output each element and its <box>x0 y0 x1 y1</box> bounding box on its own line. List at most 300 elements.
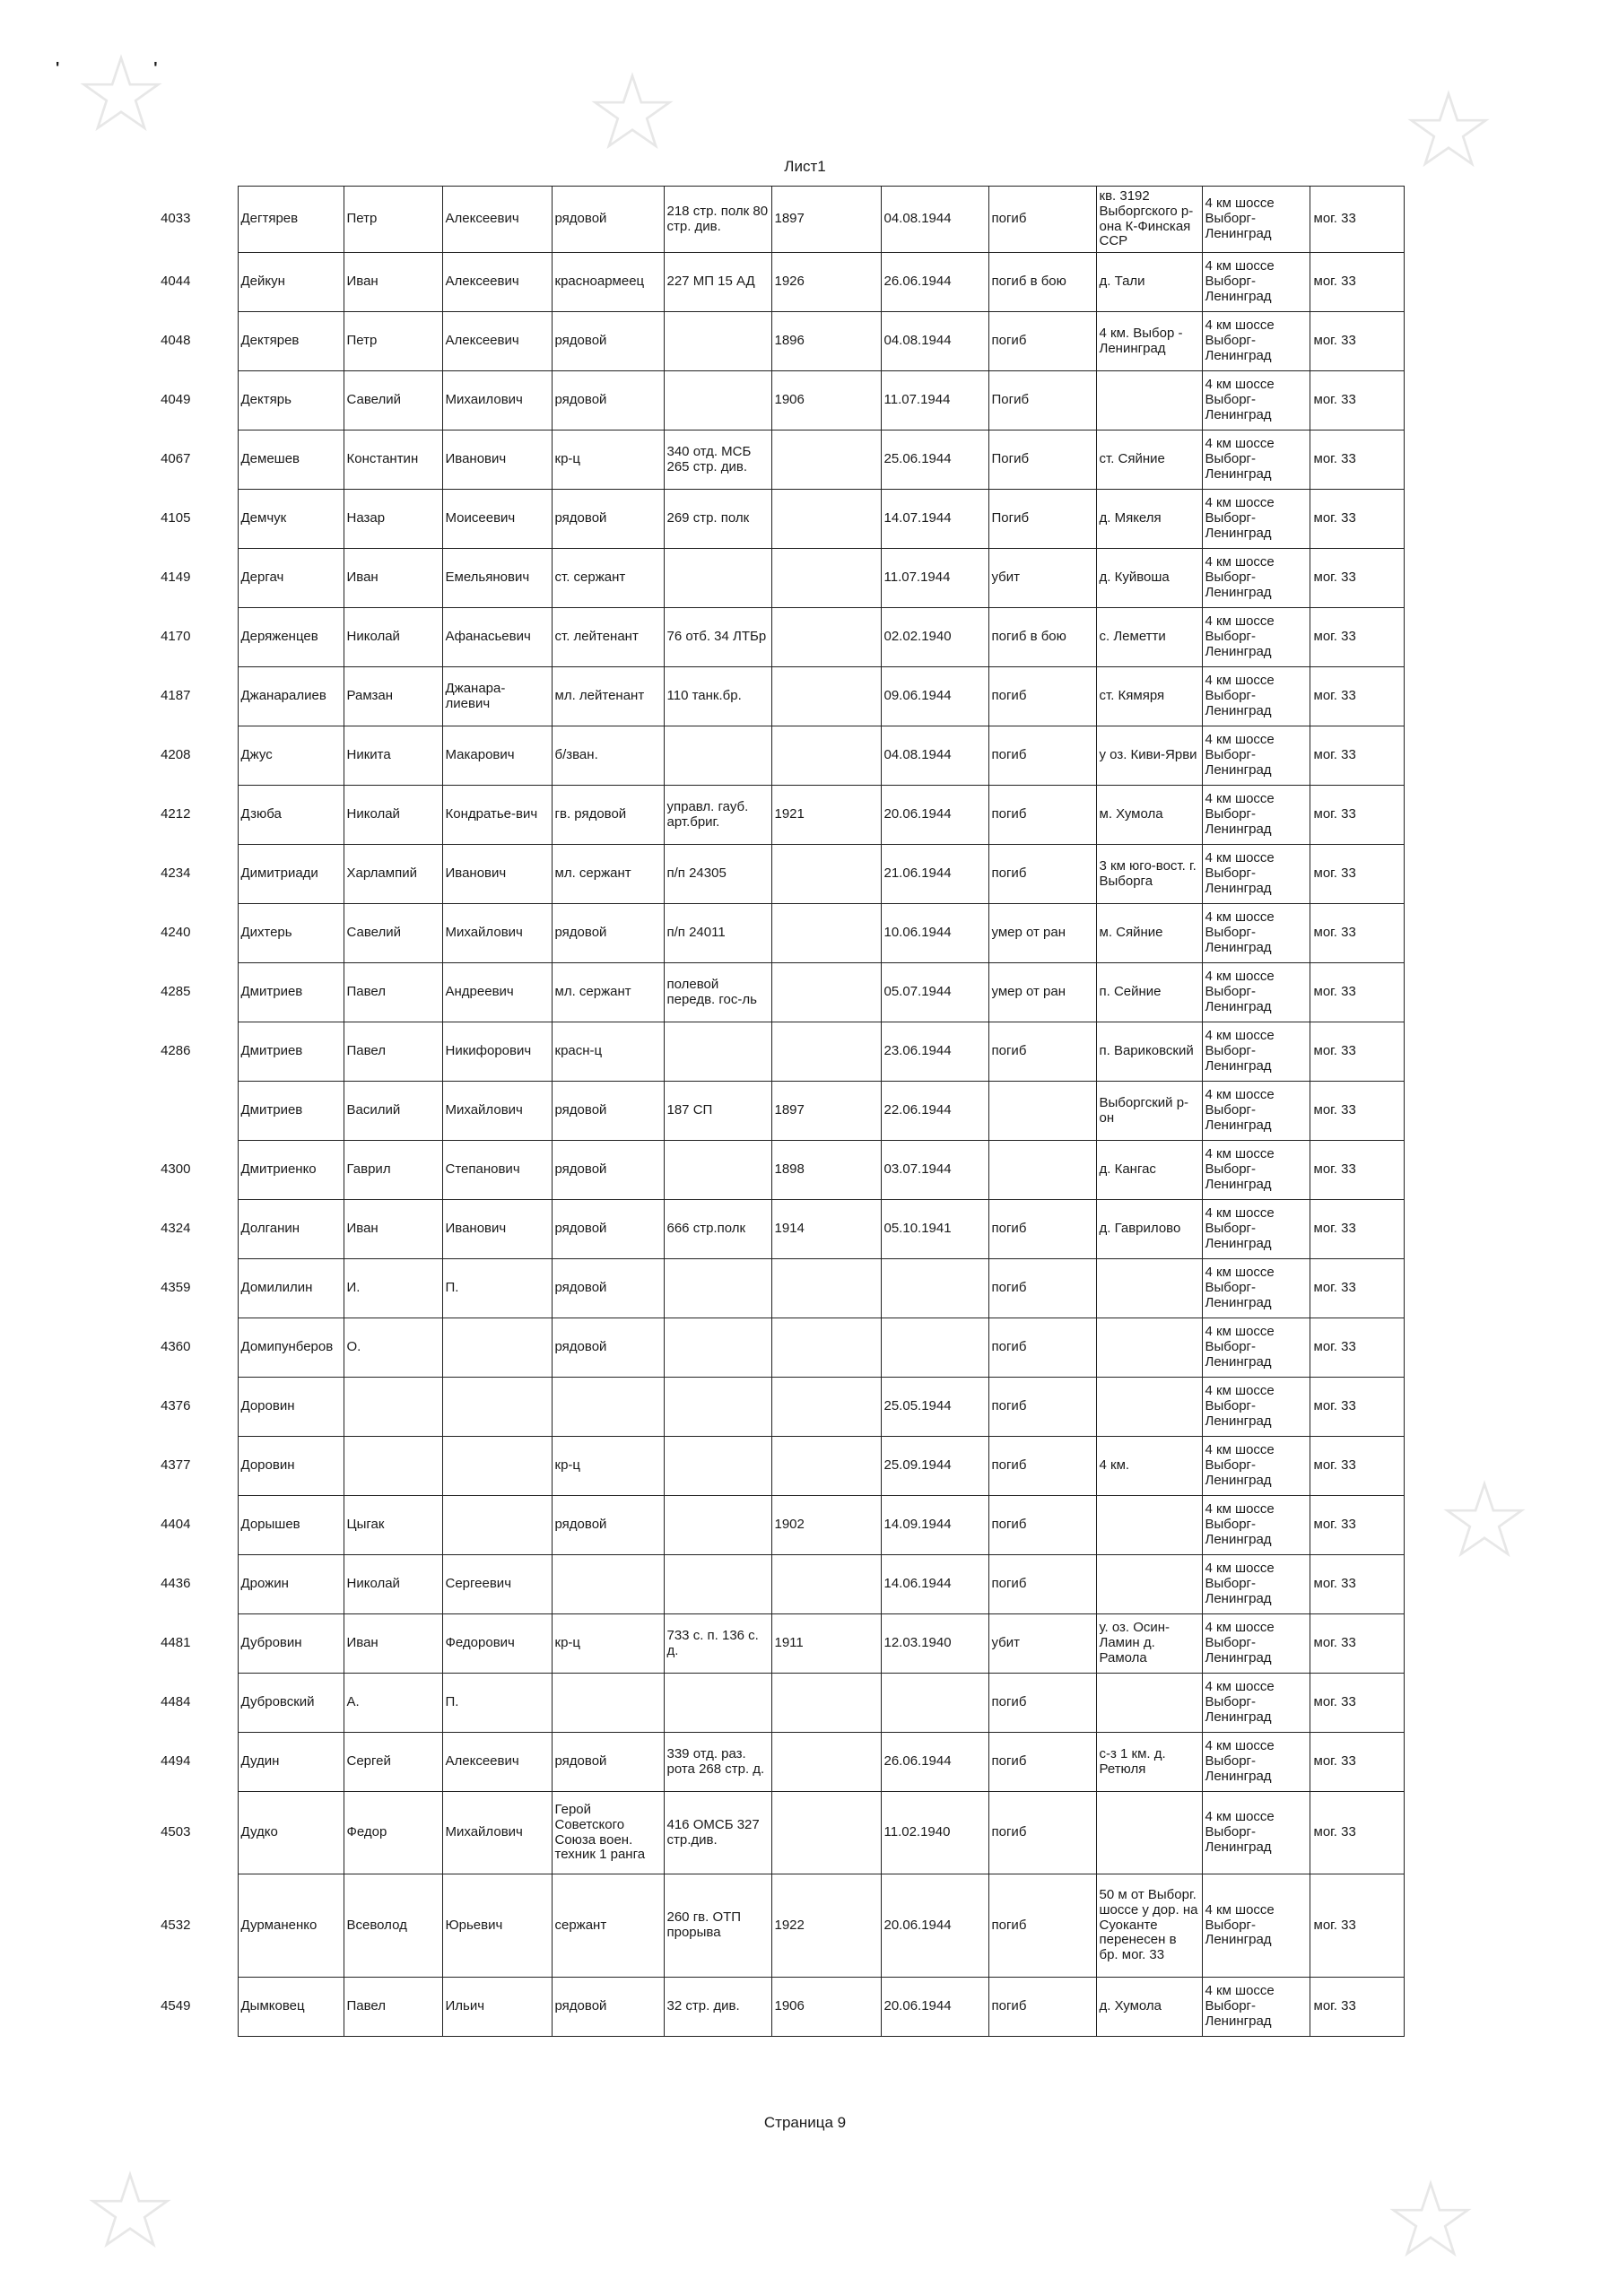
unit-cell: 187 СП <box>664 1082 771 1141</box>
grave-cell: мог. 33 <box>1310 1496 1404 1555</box>
grave-cell: мог. 33 <box>1310 1318 1404 1378</box>
death-date-cell: 11.07.1944 <box>881 371 988 430</box>
first-name-cell: Никита <box>344 726 442 786</box>
record-number-cell: 4377 <box>161 1457 191 1474</box>
surname-cell: Дегтярев <box>238 187 344 253</box>
surname-cell: Джанаралиев <box>238 667 344 726</box>
death-date-cell: 21.06.1944 <box>881 845 988 904</box>
patronymic-cell: Моисеевич <box>442 490 552 549</box>
fate-cell: погиб <box>988 1496 1096 1555</box>
table-row <box>117 1318 1404 1378</box>
fate-cell: Погиб <box>988 371 1096 430</box>
table-row <box>117 608 1404 667</box>
rank-cell: кр-ц <box>552 1614 664 1674</box>
unit-cell <box>664 1674 771 1733</box>
first-name-cell: Федор <box>344 1792 442 1874</box>
unit-cell: 218 стр. полк 80 стр. див. <box>664 187 771 253</box>
death-date-cell: 23.06.1944 <box>881 1022 988 1082</box>
burial-place-cell: 4 км шоссе Выборг-Ленинград <box>1202 608 1310 667</box>
surname-cell: Демчук <box>238 490 344 549</box>
watermark-star-icon <box>1381 2179 1480 2260</box>
record-number-cell: 4033 <box>161 211 191 227</box>
burial-place-cell: 4 км шоссе Выборг-Ленинград <box>1202 904 1310 963</box>
grave-cell: мог. 33 <box>1310 1259 1404 1318</box>
place-of-death-cell: д. Куйвоша <box>1096 549 1202 608</box>
fate-cell: Погиб <box>988 490 1096 549</box>
place-of-death-cell <box>1096 1555 1202 1614</box>
birth-year-cell <box>771 608 881 667</box>
fate-cell <box>988 1141 1096 1200</box>
table-row <box>117 1200 1404 1259</box>
patronymic-cell: Андреевич <box>442 963 552 1022</box>
first-name-cell: Харлампий <box>344 845 442 904</box>
burial-place-cell: 4 км шоссе Выборг-Ленинград <box>1202 726 1310 786</box>
rank-cell: рядовой <box>552 1082 664 1141</box>
record-number-cell: 4212 <box>161 806 191 822</box>
first-name-cell: Всеволод <box>344 1874 442 1978</box>
grave-cell: мог. 33 <box>1310 786 1404 845</box>
rank-cell: кр-ц <box>552 1437 664 1496</box>
table-row <box>117 1733 1404 1792</box>
record-number-cell: 4044 <box>161 274 191 290</box>
rank-cell: рядовой <box>552 1200 664 1259</box>
rank-cell: рядовой <box>552 312 664 371</box>
burial-place-cell: 4 км шоссе Выборг-Ленинград <box>1202 1978 1310 2037</box>
birth-year-cell: 1898 <box>771 1141 881 1200</box>
record-number-cell: 4494 <box>161 1753 191 1770</box>
death-date-cell: 04.08.1944 <box>881 726 988 786</box>
surname-cell: Доровин <box>238 1378 344 1437</box>
rank-cell: рядовой <box>552 1318 664 1378</box>
fate-cell: погиб <box>988 1674 1096 1733</box>
rank-cell: рядовой <box>552 1733 664 1792</box>
surname-cell: Домилилин <box>238 1259 344 1318</box>
unit-cell <box>664 1555 771 1614</box>
record-number-cell: 4300 <box>161 1161 191 1178</box>
grave-cell: мог. 33 <box>1310 312 1404 371</box>
unit-cell: полевой передв. гос-ль <box>664 963 771 1022</box>
unit-cell: управл. гауб. арт.бриг. <box>664 786 771 845</box>
death-date-cell: 09.06.1944 <box>881 667 988 726</box>
table-row <box>117 1259 1404 1318</box>
fate-cell: убит <box>988 1614 1096 1674</box>
birth-year-cell <box>771 1259 881 1318</box>
rank-cell <box>552 1555 664 1614</box>
rank-cell: рядовой <box>552 1978 664 2037</box>
table-row <box>117 904 1404 963</box>
record-number-cell: 4170 <box>161 629 191 645</box>
fate-cell: убит <box>988 549 1096 608</box>
birth-year-cell <box>771 667 881 726</box>
place-of-death-cell: у. оз. Осин-Ламин д. Рамола <box>1096 1614 1202 1674</box>
birth-year-cell <box>771 1555 881 1614</box>
unit-cell <box>664 1141 771 1200</box>
birth-year-cell: 1902 <box>771 1496 881 1555</box>
rank-cell: рядовой <box>552 1496 664 1555</box>
rank-cell: кр-ц <box>552 430 664 490</box>
grave-cell: мог. 33 <box>1310 1614 1404 1674</box>
record-number-cell: 4532 <box>161 1917 191 1933</box>
grave-cell: мог. 33 <box>1310 1437 1404 1496</box>
table-row <box>117 1082 1404 1141</box>
table-row <box>117 786 1404 845</box>
table-row <box>117 253 1404 312</box>
grave-cell: мог. 33 <box>1310 187 1404 253</box>
first-name-cell: О. <box>344 1318 442 1378</box>
place-of-death-cell: с-з 1 км. д. Ретюля <box>1096 1733 1202 1792</box>
grave-cell: мог. 33 <box>1310 490 1404 549</box>
patronymic-cell <box>442 1378 552 1437</box>
death-date-cell: 14.06.1944 <box>881 1555 988 1614</box>
surname-cell: Дергач <box>238 549 344 608</box>
table-row <box>117 1674 1404 1733</box>
grave-cell: мог. 33 <box>1310 726 1404 786</box>
rank-cell: б/зван. <box>552 726 664 786</box>
patronymic-cell: Кондратье-вич <box>442 786 552 845</box>
surname-cell: Деряженцев <box>238 608 344 667</box>
death-date-cell: 05.10.1941 <box>881 1200 988 1259</box>
surname-cell: Дорышев <box>238 1496 344 1555</box>
sheet-title: Лист1 <box>784 158 826 175</box>
grave-cell: мог. 33 <box>1310 253 1404 312</box>
patronymic-cell: Юрьевич <box>442 1874 552 1978</box>
patronymic-cell: Иванович <box>442 1200 552 1259</box>
grave-cell: мог. 33 <box>1310 608 1404 667</box>
grave-cell: мог. 33 <box>1310 1378 1404 1437</box>
patronymic-cell: Джанара-лиевич <box>442 667 552 726</box>
watermark-star-icon <box>81 2170 179 2251</box>
death-date-cell: 04.08.1944 <box>881 312 988 371</box>
death-date-cell: 20.06.1944 <box>881 1978 988 2037</box>
first-name-cell: Рамзан <box>344 667 442 726</box>
fate-cell: погиб <box>988 1437 1096 1496</box>
birth-year-cell: 1914 <box>771 1200 881 1259</box>
table-row <box>117 963 1404 1022</box>
patronymic-cell: Алексеевич <box>442 187 552 253</box>
fate-cell: погиб <box>988 726 1096 786</box>
death-date-cell: 10.06.1944 <box>881 904 988 963</box>
death-date-cell: 26.06.1944 <box>881 1733 988 1792</box>
place-of-death-cell: ст. Сяйние <box>1096 430 1202 490</box>
watermark-star-icon <box>1399 90 1498 170</box>
first-name-cell: Павел <box>344 963 442 1022</box>
fate-cell: погиб <box>988 667 1096 726</box>
place-of-death-cell <box>1096 1496 1202 1555</box>
surname-cell: Дихтерь <box>238 904 344 963</box>
first-name-cell: Иван <box>344 1614 442 1674</box>
first-name-cell: Сергей <box>344 1733 442 1792</box>
fate-cell <box>988 1082 1096 1141</box>
birth-year-cell <box>771 1792 881 1874</box>
first-name-cell: Николай <box>344 786 442 845</box>
burial-place-cell: 4 км шоссе Выборг-Ленинград <box>1202 1200 1310 1259</box>
death-date-cell: 25.09.1944 <box>881 1437 988 1496</box>
first-name-cell <box>344 1437 442 1496</box>
record-number-cell <box>117 1082 238 1141</box>
surname-cell: Дубровский <box>238 1674 344 1733</box>
record-number-cell: 4048 <box>161 333 191 349</box>
unit-cell: 416 ОМСБ 327 стр.див. <box>664 1792 771 1874</box>
unit-cell <box>664 1318 771 1378</box>
surname-cell: Димитриади <box>238 845 344 904</box>
surname-cell: Дектярев <box>238 312 344 371</box>
table-row <box>117 667 1404 726</box>
place-of-death-cell: 50 м от Выборг. шоссе у дор. на Суоканте перенесен в бр. мог. 33 <box>1096 1874 1202 1978</box>
place-of-death-cell: ст. Кямяря <box>1096 667 1202 726</box>
surname-cell: Дектярь <box>238 371 344 430</box>
grave-cell: мог. 33 <box>1310 1141 1404 1200</box>
rank-cell: гв. рядовой <box>552 786 664 845</box>
table-row <box>117 1022 1404 1082</box>
first-name-cell: Василий <box>344 1082 442 1141</box>
birth-year-cell: 1922 <box>771 1874 881 1978</box>
surname-cell: Джус <box>238 726 344 786</box>
death-date-cell: 05.07.1944 <box>881 963 988 1022</box>
surname-cell: Домипунберов <box>238 1318 344 1378</box>
record-number-cell: 4149 <box>161 570 191 586</box>
grave-cell: мог. 33 <box>1310 1674 1404 1733</box>
patronymic-cell: Алексеевич <box>442 1733 552 1792</box>
birth-year-cell <box>771 963 881 1022</box>
patronymic-cell: Макарович <box>442 726 552 786</box>
fate-cell: погиб в бою <box>988 608 1096 667</box>
patronymic-cell: Никифорович <box>442 1022 552 1082</box>
first-name-cell: Иван <box>344 253 442 312</box>
birth-year-cell <box>771 1022 881 1082</box>
rank-cell <box>552 1378 664 1437</box>
first-name-cell: Савелий <box>344 904 442 963</box>
unit-cell: 666 стр.полк <box>664 1200 771 1259</box>
burial-place-cell: 4 км шоссе Выборг-Ленинград <box>1202 786 1310 845</box>
unit-cell <box>664 1437 771 1496</box>
place-of-death-cell: Выборгский р-он <box>1096 1082 1202 1141</box>
place-of-death-cell: м. Хумола <box>1096 786 1202 845</box>
place-of-death-cell: у оз. Киви-Ярви <box>1096 726 1202 786</box>
record-number-cell: 4208 <box>161 747 191 763</box>
fate-cell: погиб <box>988 1318 1096 1378</box>
rank-cell: ст. лейтенант <box>552 608 664 667</box>
grave-cell: мог. 33 <box>1310 845 1404 904</box>
burial-place-cell: 4 км шоссе Выборг-Ленинград <box>1202 1318 1310 1378</box>
fate-cell: погиб <box>988 1378 1096 1437</box>
burial-place-cell: 4 км шоссе Выборг-Ленинград <box>1202 187 1310 253</box>
patronymic-cell <box>442 1496 552 1555</box>
place-of-death-cell <box>1096 371 1202 430</box>
fate-cell: погиб в бою <box>988 253 1096 312</box>
table-row <box>117 1792 1404 1874</box>
table-row <box>117 726 1404 786</box>
surname-cell: Доровин <box>238 1437 344 1496</box>
unit-cell <box>664 1259 771 1318</box>
rank-cell: рядовой <box>552 1141 664 1200</box>
rank-cell <box>552 1674 664 1733</box>
death-date-cell: 14.09.1944 <box>881 1496 988 1555</box>
record-number-cell: 4324 <box>161 1221 191 1237</box>
first-name-cell: И. <box>344 1259 442 1318</box>
surname-cell: Дудко <box>238 1792 344 1874</box>
table-row <box>117 1437 1404 1496</box>
first-name-cell: А. <box>344 1674 442 1733</box>
patronymic-cell: П. <box>442 1259 552 1318</box>
unit-cell: 733 с. п. 136 с. д. <box>664 1614 771 1674</box>
birth-year-cell <box>771 1733 881 1792</box>
birth-year-cell: 1921 <box>771 786 881 845</box>
burial-place-cell: 4 км шоссе Выборг-Ленинград <box>1202 1496 1310 1555</box>
patronymic-cell: Ильич <box>442 1978 552 2037</box>
patronymic-cell: П. <box>442 1674 552 1733</box>
surname-cell: Дмитриенко <box>238 1141 344 1200</box>
rank-cell: рядовой <box>552 1259 664 1318</box>
surname-cell: Долганин <box>238 1200 344 1259</box>
unit-cell <box>664 1022 771 1082</box>
unit-cell: 260 гв. ОТП прорыва <box>664 1874 771 1978</box>
rank-cell: мл. сержант <box>552 845 664 904</box>
place-of-death-cell <box>1096 1259 1202 1318</box>
death-date-cell: 03.07.1944 <box>881 1141 988 1200</box>
place-of-death-cell: п. Вариковский <box>1096 1022 1202 1082</box>
unit-cell <box>664 371 771 430</box>
grave-cell: мог. 33 <box>1310 1874 1404 1978</box>
fate-cell: погиб <box>988 1733 1096 1792</box>
burial-place-cell: 4 км шоссе Выборг-Ленинград <box>1202 1733 1310 1792</box>
burial-place-cell: 4 км шоссе Выборг-Ленинград <box>1202 549 1310 608</box>
first-name-cell: Цыгак <box>344 1496 442 1555</box>
record-number-cell: 4240 <box>161 925 191 941</box>
table-row <box>117 845 1404 904</box>
surname-cell: Дзюба <box>238 786 344 845</box>
unit-cell: 227 МП 15 АД <box>664 253 771 312</box>
burial-place-cell: 4 км шоссе Выборг-Ленинград <box>1202 371 1310 430</box>
first-name-cell: Николай <box>344 1555 442 1614</box>
birth-year-cell <box>771 490 881 549</box>
death-date-cell <box>881 1674 988 1733</box>
fate-cell: погиб <box>988 1555 1096 1614</box>
unit-cell: 340 отд. МСБ 265 стр. див. <box>664 430 771 490</box>
burial-place-cell: 4 км шоссе Выборг-Ленинград <box>1202 1874 1310 1978</box>
rank-cell: Герой Советского Союза воен. техник 1 ранга <box>552 1792 664 1874</box>
place-of-death-cell: п. Сейние <box>1096 963 1202 1022</box>
fate-cell: погиб <box>988 1792 1096 1874</box>
burial-place-cell: 4 км шоссе Выборг-Ленинград <box>1202 312 1310 371</box>
death-date-cell: 25.05.1944 <box>881 1378 988 1437</box>
death-date-cell <box>881 1318 988 1378</box>
birth-year-cell <box>771 1378 881 1437</box>
table-row <box>117 1496 1404 1555</box>
patronymic-cell: Алексеевич <box>442 253 552 312</box>
burial-place-cell: 4 км шоссе Выборг-Ленинград <box>1202 1259 1310 1318</box>
margin-tick: ' <box>56 59 60 77</box>
record-number-cell: 4105 <box>161 510 191 526</box>
record-number-cell: 4359 <box>161 1280 191 1296</box>
table-row <box>117 1555 1404 1614</box>
burial-place-cell: 4 км шоссе Выборг-Ленинград <box>1202 667 1310 726</box>
rank-cell: мл. сержант <box>552 963 664 1022</box>
table-row <box>117 549 1404 608</box>
table-row <box>117 1978 1404 2037</box>
unit-cell: 76 отб. 34 ЛТБр <box>664 608 771 667</box>
fate-cell: погиб <box>988 1022 1096 1082</box>
patronymic-cell: Михаилович <box>442 371 552 430</box>
place-of-death-cell: 4 км. <box>1096 1437 1202 1496</box>
grave-cell: мог. 33 <box>1310 549 1404 608</box>
fate-cell: погиб <box>988 1200 1096 1259</box>
burial-place-cell: 4 км шоссе Выборг-Ленинград <box>1202 963 1310 1022</box>
record-number-cell: 4285 <box>161 984 191 1000</box>
patronymic-cell: Михайлович <box>442 1792 552 1874</box>
death-date-cell: 11.07.1944 <box>881 549 988 608</box>
table-row <box>117 1141 1404 1200</box>
table-row <box>117 187 1404 253</box>
fate-cell: погиб <box>988 786 1096 845</box>
place-of-death-cell <box>1096 1792 1202 1874</box>
fate-cell: умер от ран <box>988 904 1096 963</box>
place-of-death-cell: д. Гаврилово <box>1096 1200 1202 1259</box>
unit-cell: 32 стр. див. <box>664 1978 771 2037</box>
first-name-cell: Петр <box>344 312 442 371</box>
record-number-cell: 4549 <box>161 1998 191 2014</box>
first-name-cell: Савелий <box>344 371 442 430</box>
patronymic-cell: Михайлович <box>442 904 552 963</box>
fate-cell: погиб <box>988 845 1096 904</box>
patronymic-cell: Емельянович <box>442 549 552 608</box>
place-of-death-cell: д. Кангас <box>1096 1141 1202 1200</box>
burial-roll-table <box>117 186 1405 2037</box>
surname-cell: Дрожин <box>238 1555 344 1614</box>
grave-cell: мог. 33 <box>1310 1555 1404 1614</box>
rank-cell: мл. лейтенант <box>552 667 664 726</box>
fate-cell: погиб <box>988 1978 1096 2037</box>
death-date-cell: 20.06.1944 <box>881 1874 988 1978</box>
burial-place-cell: 4 км шоссе Выборг-Ленинград <box>1202 1792 1310 1874</box>
grave-cell: мог. 33 <box>1310 1082 1404 1141</box>
birth-year-cell <box>771 1437 881 1496</box>
grave-cell: мог. 33 <box>1310 371 1404 430</box>
birth-year-cell <box>771 430 881 490</box>
grave-cell: мог. 33 <box>1310 1733 1404 1792</box>
death-date-cell: 12.03.1940 <box>881 1614 988 1674</box>
patronymic-cell: Иванович <box>442 845 552 904</box>
watermark-star-icon <box>1435 1480 1534 1561</box>
margin-tick: ' <box>153 59 158 77</box>
unit-cell: п/п 24011 <box>664 904 771 963</box>
death-date-cell: 14.07.1944 <box>881 490 988 549</box>
patronymic-cell: Иванович <box>442 430 552 490</box>
unit-cell <box>664 1496 771 1555</box>
fate-cell: Погиб <box>988 430 1096 490</box>
burial-place-cell: 4 км шоссе Выборг-Ленинград <box>1202 430 1310 490</box>
unit-cell <box>664 549 771 608</box>
surname-cell: Дейкун <box>238 253 344 312</box>
patronymic-cell <box>442 1437 552 1496</box>
grave-cell: мог. 33 <box>1310 430 1404 490</box>
patronymic-cell: Афанасьевич <box>442 608 552 667</box>
record-number-cell: 4049 <box>161 392 191 408</box>
watermark-star-icon <box>583 72 682 152</box>
patronymic-cell <box>442 1318 552 1378</box>
place-of-death-cell: д. Мякеля <box>1096 490 1202 549</box>
fate-cell: погиб <box>988 187 1096 253</box>
birth-year-cell: 1897 <box>771 187 881 253</box>
table-row <box>117 430 1404 490</box>
unit-cell: 339 отд. раз. рота 268 стр. д. <box>664 1733 771 1792</box>
place-of-death-cell <box>1096 1378 1202 1437</box>
first-name-cell: Павел <box>344 1022 442 1082</box>
rank-cell: рядовой <box>552 187 664 253</box>
first-name-cell: Павел <box>344 1978 442 2037</box>
fate-cell: умер от ран <box>988 963 1096 1022</box>
surname-cell: Дымковец <box>238 1978 344 2037</box>
record-number-cell: 4376 <box>161 1398 191 1414</box>
